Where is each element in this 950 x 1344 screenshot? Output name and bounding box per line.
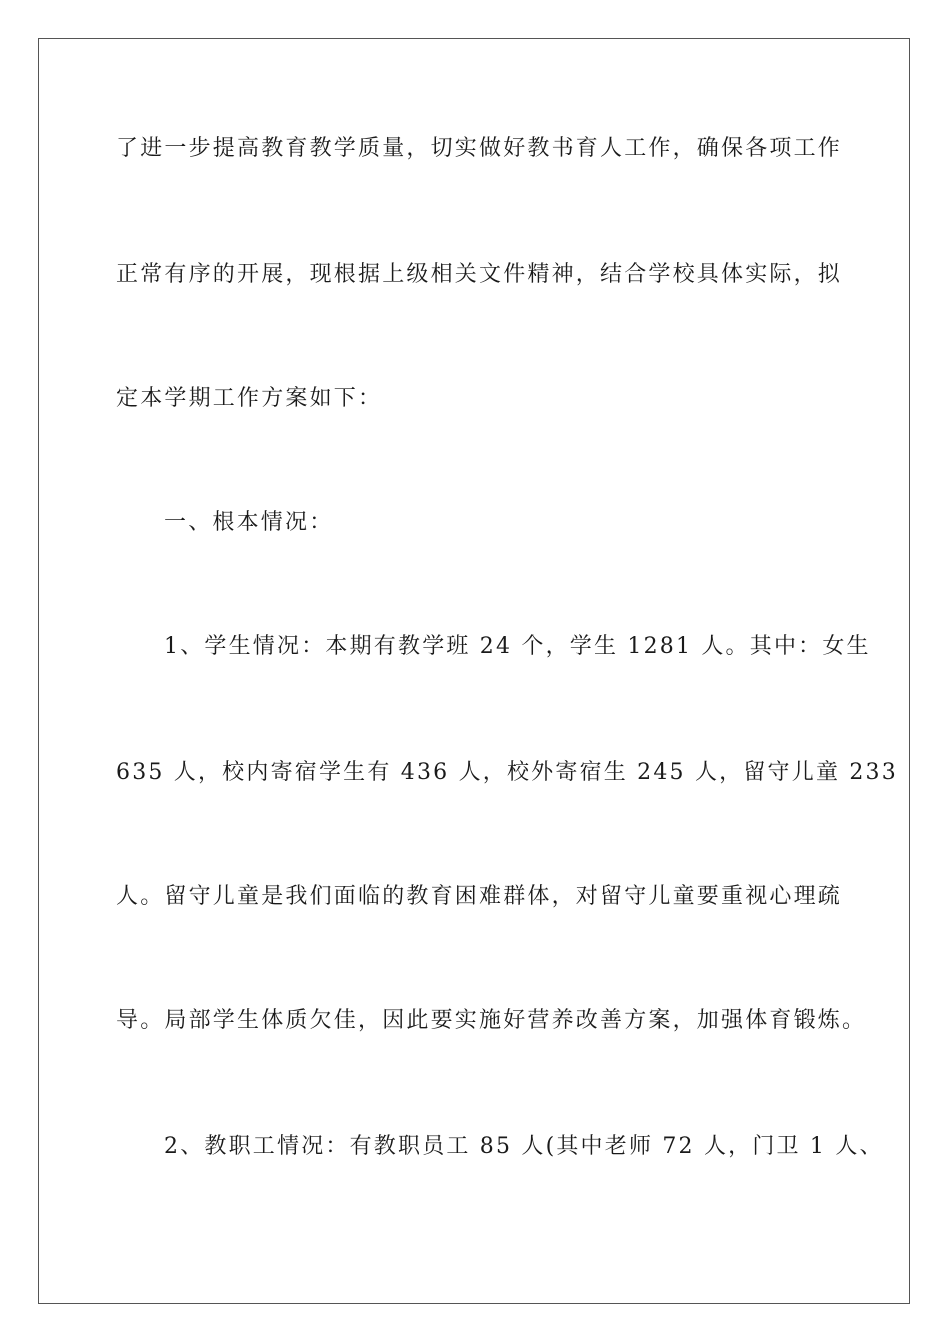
page-border [38, 38, 910, 1304]
paragraph-line-2: 正常有序的开展，现根据上级相关文件精神，结合学校具体实际，拟 [116, 262, 843, 287]
paragraph-line-students-3: 人。留守儿童是我们面临的教育困难群体，对留守儿童要重视心理疏 [116, 884, 843, 909]
paragraph-line-3: 定本学期工作方案如下： [116, 386, 383, 411]
paragraph-line-students-1: 1、学生情况：本期有教学班 24 个，学生 1281 人。其中：女生 [164, 634, 871, 659]
paragraph-line-1: 了进一步提高教育教学质量，切实做好教书育人工作，确保各项工作 [116, 136, 843, 161]
paragraph-line-staff-1: 2、教职工情况：有教职员工 85 人(其中老师 72 人，门卫 1 人、 [164, 1134, 884, 1159]
paragraph-line-students-2: 635 人，校内寄宿学生有 436 人，校外寄宿生 245 人，留守儿童 233 [116, 760, 898, 785]
paragraph-line-students-4: 导。局部学生体质欠佳，因此要实施好营养改善方案，加强体育锻炼。 [116, 1008, 867, 1033]
section-heading-basic-situation: 一、根本情况： [164, 510, 334, 535]
